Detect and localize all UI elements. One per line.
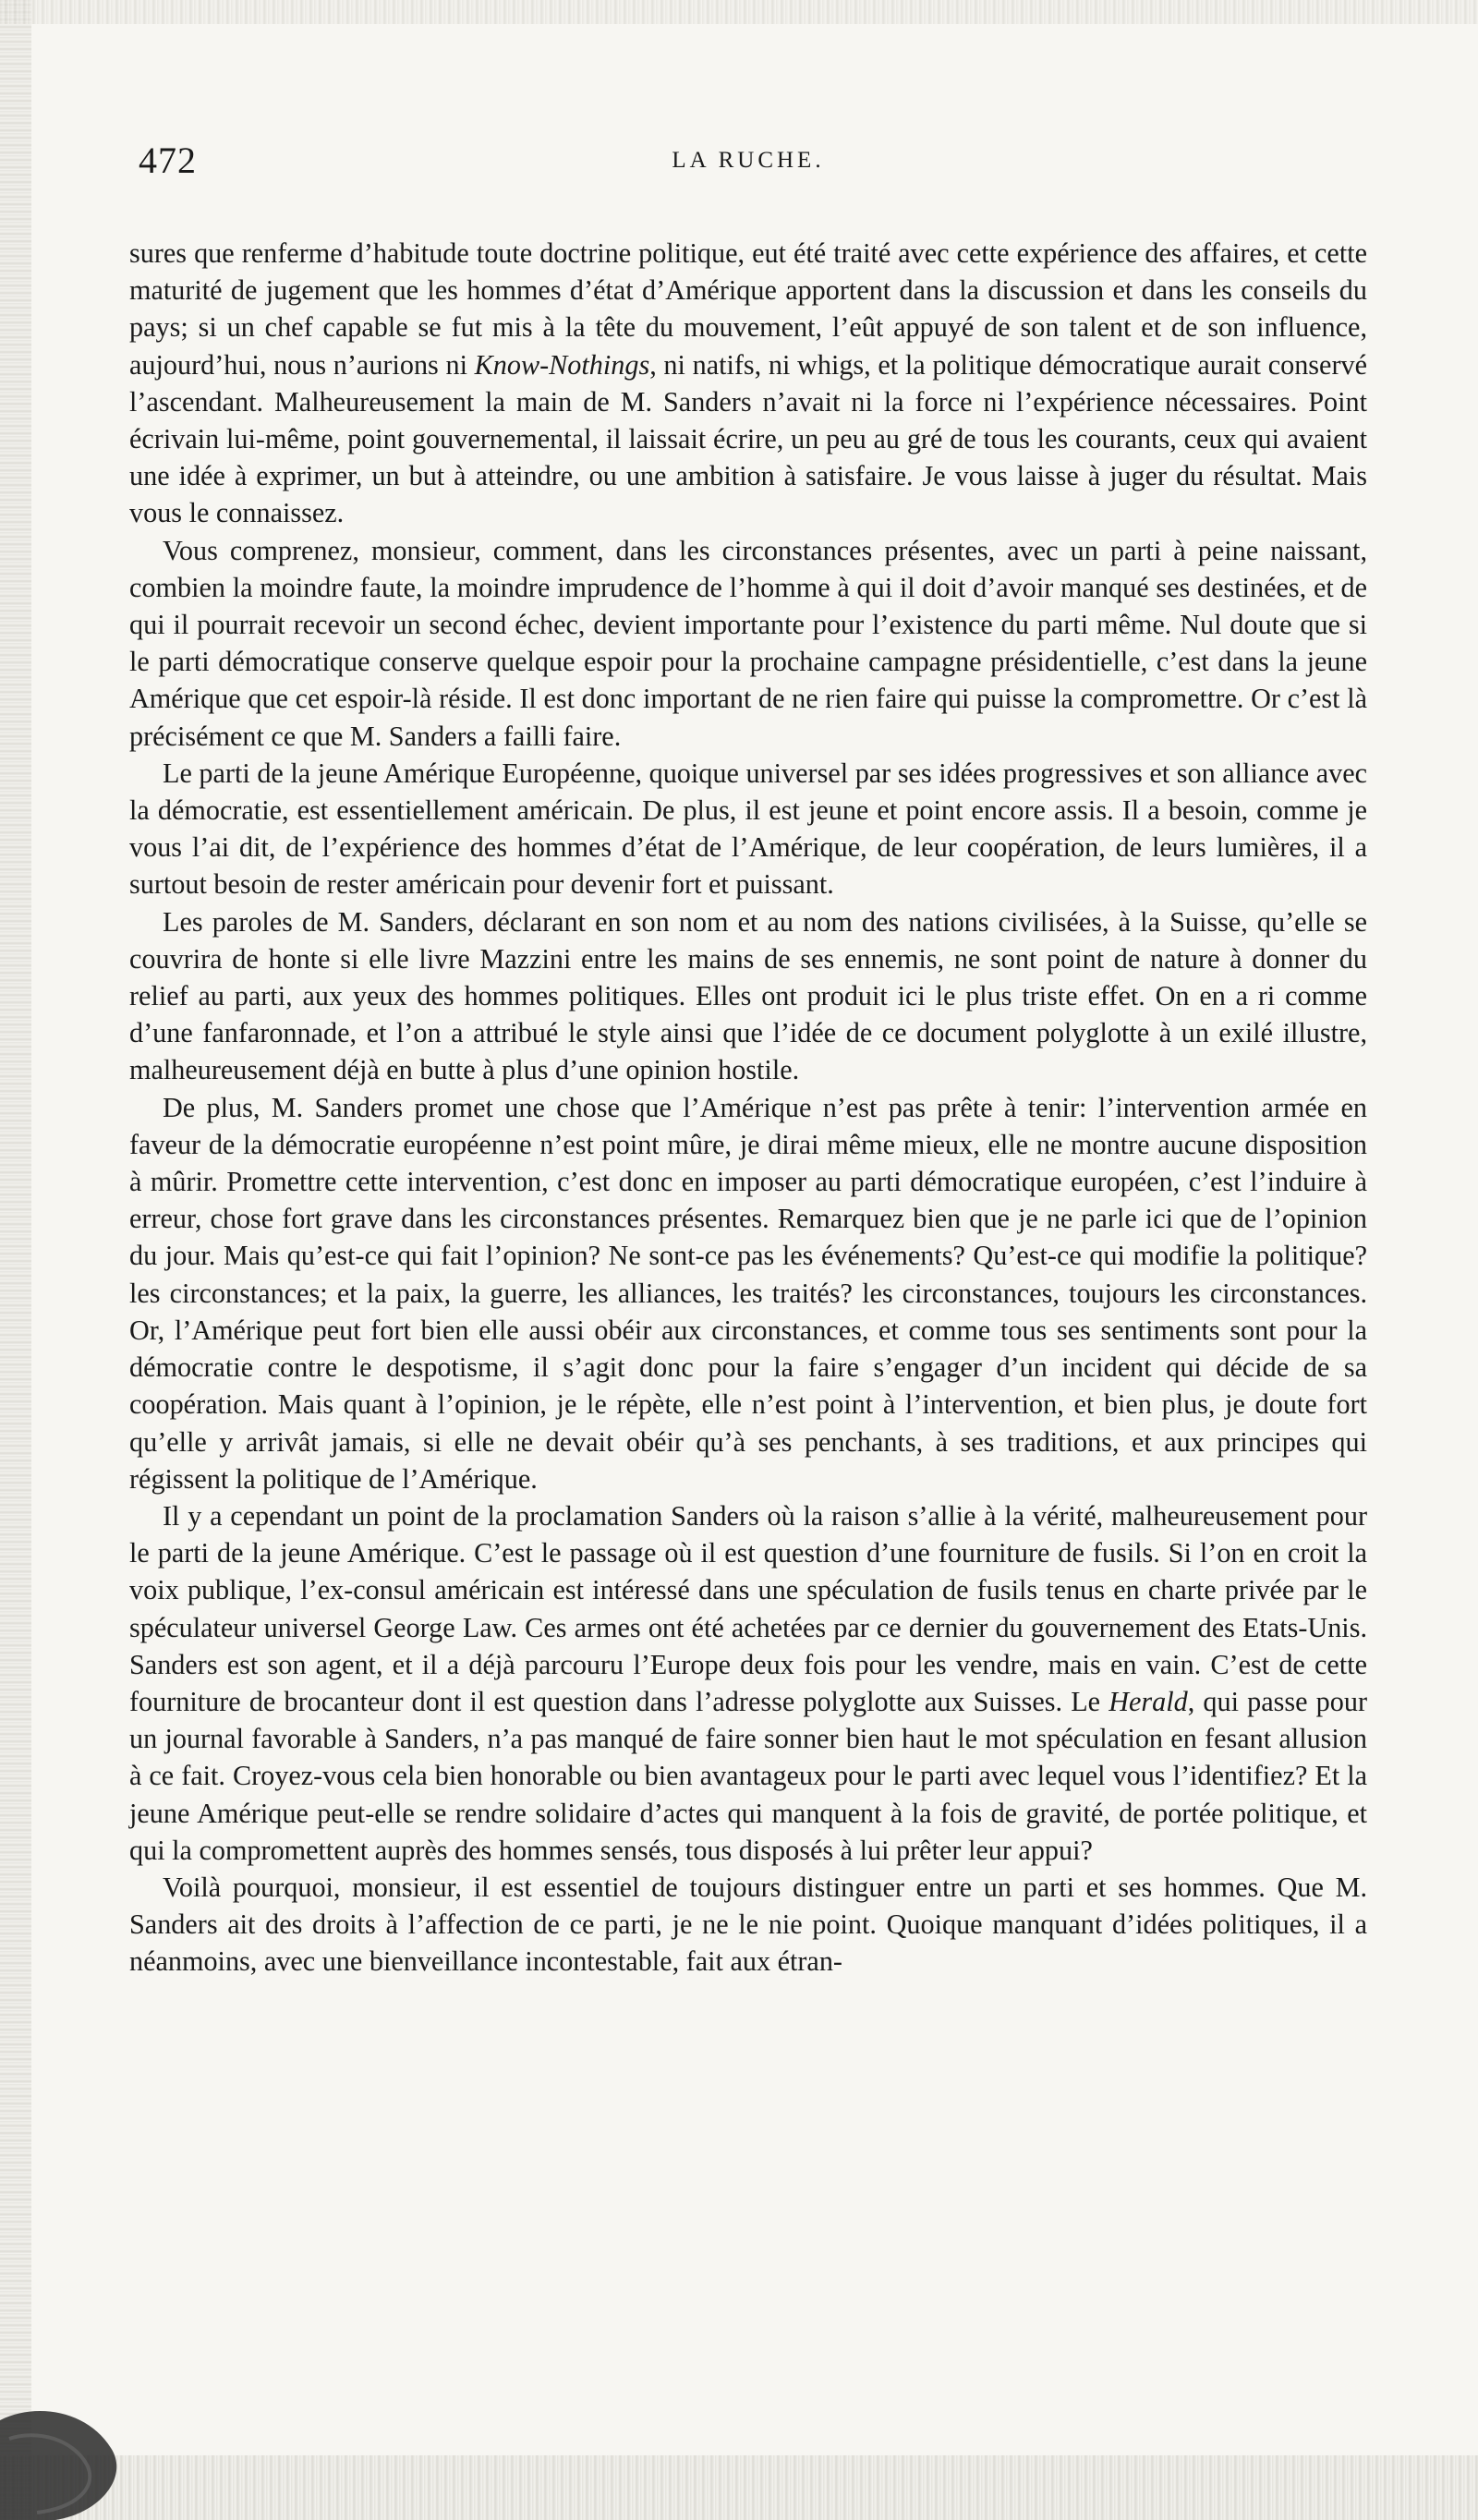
paragraph <box>129 235 1367 532</box>
text-segment: Les paroles de M. Sanders, déclarant en son nom et au nom des nations civilisées, à la Suisse, qu’elle se couvrira de honte si elle livre Mazzini entre les mains de ses ennemis, ne sont point de nature à donner du relief au parti, aux yeux des hommes politiques. Elles ont produit ici le plus triste effet. On en a ri comme d’une fanfaronnade, et l’on a attribué le style ainsi que l’idée de ce document polyglotte à un exilé illustre, malheureusement déjà en butte à plus d’une opinion hostile. <box>129 905 1367 1086</box>
text-segment: , qui passe pour un journal favorable à Sanders, n’a pas manqué de faire sonner bien haut le mot spéculation en fesant allusion à ce fait. Croyez-vous cela bien honorable ou bien avantageux pour le parti avec lequel vous l’identifiez? Et la jeune Amérique peut-elle se rendre solidaire d’actes qui manquent à la fois de gravité, de portée politique, et qui la compromettent auprès des hommes sensés, tous disposés à lui prêter leur appui? <box>129 1685 1367 1866</box>
running-head <box>129 139 1367 194</box>
text-segment: Vous comprenez, monsieur, comment, dans les circonstances présentes, avec un parti à peine naissant, combien la moindre faute, la moindre imprudence de l’homme à qui il doit d’avoir manqué ses destinées, et de qui il pourrait recevoir un second échec, devient importante pour l’existence du parti même. Nul doute que si le parti démocratique conserve quelque espoir pour la prochaine campagne présidentielle, c’est dans la jeune Amérique que cet espoir-là réside. Il est donc important de ne rien faire qui puisse la compromettre. Or c’est là précisément ce que M. Sanders a failli faire. <box>129 534 1367 752</box>
text-segment: , ni natifs, ni whigs, et la politique démocratique aurait conservé l’ascendant. Malheureusement la main de M. Sanders n’avait ni la force ni l’expérience nécessaires. Point écrivain lui-même, point gouvernemental, il laissait écrire, un peu au gré de tous les courants, ceux qui avaient une idée à exprimer, un but à atteindre, ou une ambition à satisfaire. Je vous laisse à juger du résultat. Mais vous le connaissez. <box>129 348 1367 529</box>
text-segment: Voilà pourquoi, monsieur, il est essentiel de toujours distinguer entre un parti et ses hommes. Que M. Sanders ait des droits à l’affection de ce parti, je ne le nie point. Quoique manquant d’idées politiques, il a néanmoins, avec une bienveillance incontestable, fait aux étran- <box>129 1871 1367 1978</box>
text-segment: Le parti de la jeune Amérique Européenne, quoique universel par ses idées progressives et son alliance avec la démocratie, est essentiellement américain. De plus, il est jeune et point encore assis. Il a besoin, comme je vous l’ai dit, de l’expérience des hommes d’état de l’Amérique, de leur coopération, de leurs lumières, il a surtout besoin de rester américain pour devenir fort et puissant. <box>129 757 1367 901</box>
journal-title: LA RUCHE. <box>672 148 825 173</box>
paragraph <box>129 1089 1367 1497</box>
text-segment: Il y a cependant un point de la proclamation Sanders où la raison s’allie à la vérité, malheureusement pour le parti de la jeune Amérique. C’est le passage où il est question d’une fourniture de fusils. Si l’on en croit la voix publique, l’ex-consul américain est intéressé dans une spéculation de fusils tenus en charte privée par le spéculateur universel George Law. Ces armes ont été achetées par ce dernier du gouvernement des Etats-Unis. Sanders est son agent, et il a déjà parcouru l’Europe deux fois pour les vendre, mais en vain. C’est de cette fourniture de brocanteur dont il est question dans l’adresse polyglotte aux Suisses. Le <box>129 1499 1367 1717</box>
paragraph <box>129 532 1367 755</box>
paragraph <box>129 903 1367 1089</box>
text-segment: sures que renferme d’habitude toute doctrine politique, eut été traité avec cette expérience des affaires, et cette maturité de jugement que les hommes d’état d’Amérique apportent dans la discussion et dans les conseils du pays; si un chef capable se fut mis à la tête du mouvement, l’eût appuyé de son talent et de son influence, aujourd’hui, nous n’aurions ni <box>129 237 1367 381</box>
ink-blot-mark <box>0 2383 139 2520</box>
article-body <box>129 235 1367 1981</box>
scan-edge-top <box>0 0 1478 24</box>
scan-edge-left <box>0 0 31 2520</box>
paragraph <box>129 1497 1367 1869</box>
text-segment: De plus, M. Sanders promet une chose que l’Amérique n’est pas prête à tenir: l’intervention armée en faveur de la démocratie européenne n’est point mûre, je dirai même mieux, elle ne montre aucune disposition à mûrir. Promettre cette intervention, c’est donc en imposer au parti démocratique européen, c’est l’induire à erreur, chose fort grave dans les circonstances présentes. Remarquez bien que je ne parle ici que de l’opinion du jour. Mais qu’est-ce qui fait l’opinion? Ne sont-ce pas les événements? Qu’est-ce qui modifie la politique? les circonstances; et la paix, la guerre, les alliances, les traités? les circonstances, toujours les circonstances. Or, l’Amérique peut fort bien elle aussi obéir aux circonstances, et comme tous ses sentiments sont pour la démocratie contre le despotisme, il s’agit donc pour la faire s’engager d’un incident qui décide de sa coopération. Mais quant à l’opinion, je le répète, elle n’est point à l’intervention, et bien plus, je doute fort qu’elle y arrivât jamais, si elle ne devait obéir qu’à ses penchants, à ses traditions, et aux principes qui régissent la politique de l’Amérique. <box>129 1091 1367 1495</box>
page-number: 472 <box>139 139 197 181</box>
italic-term: Herald <box>1108 1685 1188 1717</box>
scan-edge-bottom <box>0 2455 1478 2520</box>
paragraph <box>129 1869 1367 1981</box>
paragraph <box>129 755 1367 903</box>
italic-term: Know-Nothings <box>474 348 650 381</box>
